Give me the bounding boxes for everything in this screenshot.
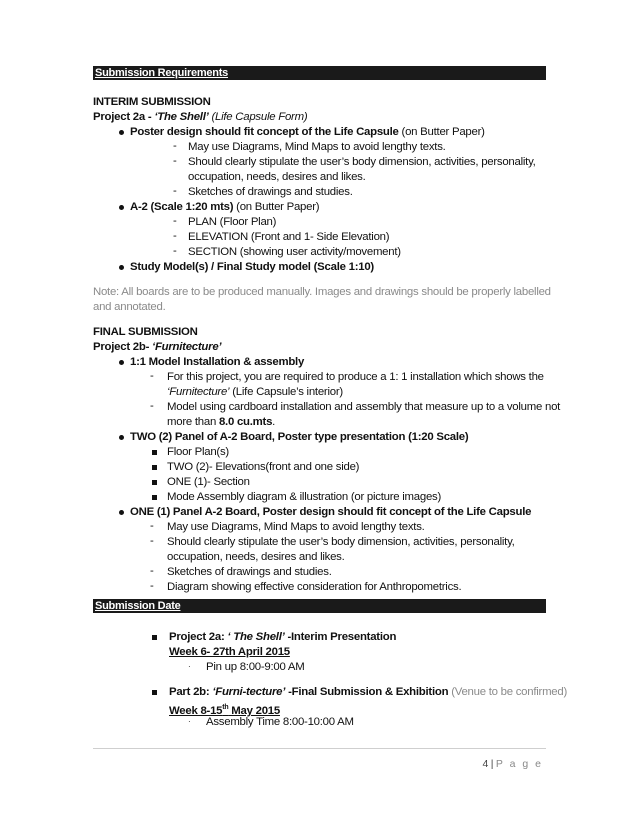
interim-a2-bold: A-2 (Scale 1:20 mts) — [130, 201, 234, 213]
footer-divider — [93, 748, 546, 749]
interim-poster-item: Should clearly stipulate the user’s body dimension, activities, personality, — [188, 156, 536, 168]
final-two-item: TWO (2)- Elevations(front and one side) — [167, 461, 360, 473]
interim-heading: INTERIM SUBMISSION — [93, 96, 211, 108]
date-p2b-week-b: May 2015 — [228, 704, 280, 717]
final-heading: FINAL SUBMISSION — [93, 326, 198, 338]
final-model-title: 1:1 Model Installation & assembly — [130, 356, 305, 368]
final-two-item: Mode Assembly diagram & illustration (or picture images) — [167, 491, 442, 503]
bullet-icon — [119, 205, 124, 210]
interim-a2-item: SECTION (showing user activity/movement) — [188, 246, 401, 258]
final-model-volume-prefix: more than — [167, 416, 219, 428]
interim-project-line — [93, 110, 307, 125]
section-title-date: Submission Date — [95, 600, 181, 612]
final-model-item: For this project, you are required to produce a 1: 1 installation which shows the — [167, 371, 544, 383]
bullet-icon — [119, 130, 124, 135]
final-two-item: ONE (1)- Section — [167, 476, 250, 488]
interim-poster-item: occupation, needs, desires and likes. — [188, 171, 366, 183]
final-two-item: Floor Plan(s) — [167, 446, 229, 458]
bullet-icon — [119, 435, 124, 440]
final-model-item: Model using cardboard installation and assembly that measure up to a volume not — [167, 401, 561, 413]
date-p2a-suffix: -Interim Presentation — [284, 631, 397, 643]
interim-poster-item: May use Diagrams, Mind Maps to avoid lengthy texts. — [188, 141, 446, 153]
date-p2b-time: Assembly Time 8:00-10:00 AM — [206, 716, 354, 728]
date-p2b-week-sup: th — [222, 704, 229, 711]
bullet-icon — [119, 265, 124, 270]
final-one-item: May use Diagrams, Mind Maps to avoid lengthy texts. — [167, 521, 425, 533]
interim-project-prefix: Project 2a - — [93, 111, 155, 123]
square-bullet-icon — [152, 690, 157, 695]
bullet-icon — [119, 510, 124, 515]
final-two-panel: TWO (2) Panel of A-2 Board, Poster type presentation (1:20 Scale) — [130, 431, 469, 443]
page-number: 4 — [482, 758, 489, 770]
square-bullet-icon — [152, 480, 157, 485]
final-project-line — [93, 340, 221, 355]
small-dot-marker: · — [188, 717, 191, 726]
final-model-volume-line — [167, 415, 275, 430]
date-p2b-week-a: Week 8-15 — [169, 704, 223, 717]
final-one-item: occupation, needs, desires and likes. — [167, 551, 345, 563]
bullet-icon — [119, 360, 124, 365]
square-bullet-icon — [152, 495, 157, 500]
interim-a2-line — [130, 200, 319, 215]
date-p2b-name: ‘Furni-tecture’ — [212, 686, 286, 698]
note-line-1: Note: All boards are to be produced manually. Images and drawings should be properly labelled — [93, 286, 551, 298]
date-p2b-venue: (Venue to be confirmed) — [448, 686, 568, 698]
section-bar-requirements — [93, 66, 546, 80]
final-model-interior: (Life Capsule’s interior) — [229, 386, 343, 398]
date-p2b-suffix: -Final Submission & Exhibition — [285, 686, 449, 698]
interim-project-form: (Life Capsule Form) — [208, 111, 308, 123]
interim-poster-paper: (on Butter Paper) — [398, 126, 485, 138]
small-dot-marker: · — [188, 662, 191, 671]
square-bullet-icon — [152, 450, 157, 455]
section-title-requirements: Submission Requirements — [95, 67, 229, 79]
final-model-furnitecture: ‘Furnitecture’ — [167, 386, 230, 398]
page-label: P a g e — [495, 758, 543, 770]
final-project-prefix: Project 2b- — [93, 341, 153, 353]
interim-poster-item: Sketches of drawings and studies. — [188, 186, 353, 198]
final-model-item-line — [167, 385, 343, 400]
dash-marker: - — [173, 215, 177, 227]
square-bullet-icon — [152, 465, 157, 470]
final-model-volume-end: . — [272, 416, 276, 428]
date-p2a-name: ‘ The Shell’ — [227, 631, 285, 643]
page-footer — [483, 758, 544, 770]
interim-study-model: Study Model(s) / Final Study model (Scale 1:10) — [130, 261, 374, 273]
dash-marker: - — [173, 245, 177, 257]
date-p2b-line — [169, 685, 567, 700]
interim-poster-bold: Poster design should fit concept of the Life Capsule — [130, 126, 399, 138]
final-one-item: Sketches of drawings and studies. — [167, 566, 332, 578]
dash-marker: - — [173, 230, 177, 242]
final-one-item: Diagram showing effective consideration for Anthropometrics. — [167, 581, 462, 593]
interim-poster-line — [130, 125, 485, 140]
date-p2a-week: Week 6- 27th April 2015 — [169, 646, 290, 658]
interim-a2-item: PLAN (Floor Plan) — [188, 216, 277, 228]
interim-project-name: ‘The Shell’ — [154, 111, 209, 123]
dash-marker: - — [173, 185, 177, 197]
dash-marker: - — [150, 400, 154, 412]
section-bar-date — [93, 599, 546, 613]
final-model-volume: 8.0 cu.mts — [218, 416, 273, 428]
note-line-2: and annotated. — [93, 301, 166, 313]
interim-a2-item: ELEVATION (Front and 1- Side Elevation) — [188, 231, 390, 243]
final-project-name: ‘Furnitecture’ — [152, 341, 222, 353]
date-p2a-line — [169, 630, 396, 645]
dash-marker: - — [173, 140, 177, 152]
date-p2a-prefix: Project 2a: — [169, 631, 228, 643]
final-one-item: Should clearly stipulate the user’s body dimension, activities, personality, — [167, 536, 515, 548]
dash-marker: - — [150, 580, 154, 592]
dash-marker: - — [173, 155, 177, 167]
dash-marker: - — [150, 565, 154, 577]
interim-a2-paper: (on Butter Paper) — [233, 201, 320, 213]
page-separator: | — [488, 758, 496, 770]
date-p2b-prefix: Part 2b: — [169, 686, 213, 698]
square-bullet-icon — [152, 635, 157, 640]
date-p2a-pin: Pin up 8:00-9:00 AM — [206, 661, 305, 673]
final-one-panel: ONE (1) Panel A-2 Board, Poster design should fit concept of the Life Capsule — [130, 506, 532, 518]
dash-marker: - — [150, 535, 154, 547]
dash-marker: - — [150, 520, 154, 532]
dash-marker: - — [150, 370, 154, 382]
